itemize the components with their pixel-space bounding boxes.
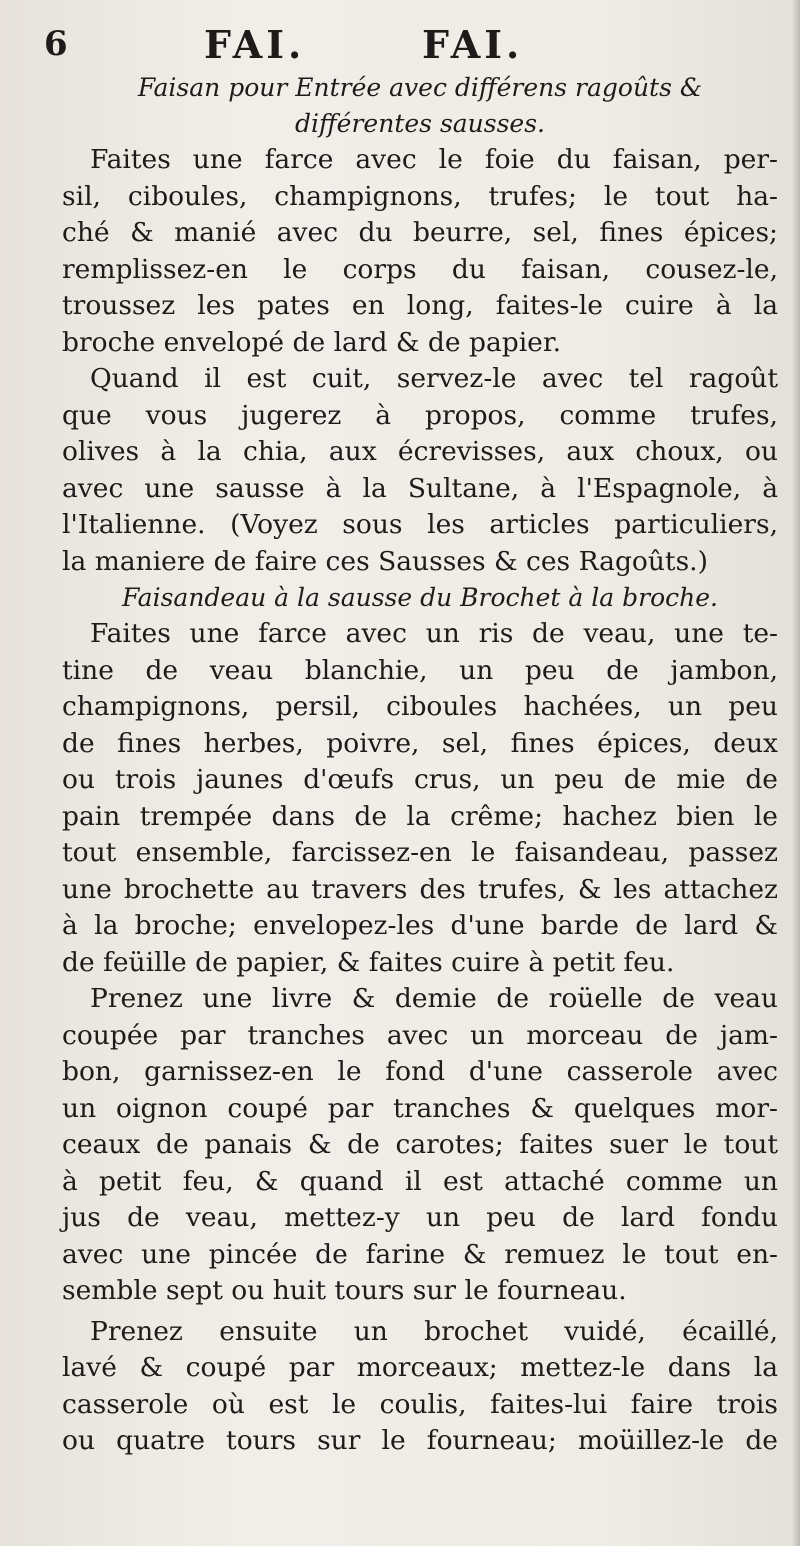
text-line: olives à la chia, aux écrevisses, aux choux, ou: [62, 436, 778, 467]
text-line: ou quatre tours sur le fourneau; moüillez-le de: [62, 1425, 778, 1456]
text-line: semble sept ou huit tours sur le fourneau.: [62, 1275, 627, 1306]
text-line: remplissez-en le corps du faisan, cousez-le,: [62, 253, 778, 285]
text-line: casserole où est le coulis, faites-lui faire trois: [62, 1388, 778, 1420]
text-line: de feüille de papier, & faites cuire à petit feu.: [62, 946, 675, 978]
paragraph: [62, 981, 778, 1310]
text-line: tine de veau blanchie, un peu de jambon,: [62, 654, 778, 686]
text-line: un oignon coupé par tranches & quelques mor-: [62, 1092, 778, 1124]
text-line: avec une sausse à la Sultane, à l'Espagnole, à: [62, 472, 778, 504]
running-head-left: FAI.: [204, 22, 306, 67]
running-header: [44, 18, 778, 70]
text-line: une brochette au travers des trufes, & les attachez: [62, 873, 778, 905]
text-line: ou trois jaunes d'œufs crus, un peu de mie de: [62, 764, 778, 795]
text-line: de fines herbes, poivre, sel, fines épices, deux: [62, 727, 778, 759]
text-line: troussez les pates en long, faites-le cuire à la: [62, 290, 778, 321]
recipe-heading-line: Faisandeau à la sausse du Brochet à la broche.: [122, 583, 718, 612]
paragraph: [62, 142, 778, 361]
text-line: tout ensemble, farcissez-en le faisandeau, passez: [62, 837, 778, 868]
text-line: Faites une farce avec le foie du faisan, per-: [90, 144, 778, 175]
page-edge-shadow: [792, 0, 800, 1546]
paragraph: [62, 616, 778, 981]
text-line: la maniere de faire ces Sausses & ces Ragoûts.): [62, 545, 708, 577]
text-line: bon, garnissez-en le fond d'une casserole avec: [62, 1056, 778, 1087]
page-number: 6: [44, 24, 72, 64]
text-line: ché & manié avec du beurre, sel, fines épices;: [62, 217, 778, 248]
recipe-heading-line: Faisan pour Entrée avec différens ragoûts &: [137, 73, 703, 102]
text-line: Faites une farce avec un ris de veau, une te-: [90, 618, 778, 649]
text-line: à petit feu, & quand il est attaché comme un: [62, 1165, 778, 1197]
text-line: pain trempée dans de la crême; hachez bien le: [62, 800, 778, 832]
recipe-section: [62, 70, 778, 580]
paragraph: [62, 361, 778, 580]
text-line: Quand il est cuit, servez-le avec tel ragoût: [90, 363, 778, 394]
text-line: lavé & coupé par morceaux; mettez-le dans la: [62, 1352, 778, 1383]
paragraph: [62, 1314, 778, 1460]
text-line: Prenez ensuite un brochet vuidé, écaillé,: [90, 1315, 778, 1347]
text-line: jus de veau, mettez-y un peu de lard fondu: [62, 1202, 778, 1233]
text-line: champignons, persil, ciboules hachées, un peu: [62, 691, 778, 722]
running-head-right: FAI.: [422, 22, 524, 67]
text-line: que vous jugerez à propos, comme trufes,: [62, 399, 778, 431]
text-line: à la broche; envelopez-les d'une barde de lard &: [62, 910, 778, 941]
text-line: ceaux de panais & de carotes; faites suer le tout: [62, 1129, 778, 1160]
recipe-section: [62, 580, 778, 1460]
text-line: sil, ciboules, champignons, trufes; le tout ha-: [62, 180, 778, 212]
recipe-heading-line: différentes sausses.: [294, 109, 546, 138]
text-line: coupée par tranches avec un morceau de jam-: [62, 1019, 778, 1051]
text-line: avec une pincée de farine & remuez le tout en-: [62, 1238, 778, 1270]
text-line: l'Italienne. (Voyez sous les articles particuliers,: [62, 509, 778, 540]
text-line: broche envelopé de lard & de papier.: [62, 326, 562, 358]
text-line: Prenez une livre & demie de roüelle de veau: [90, 983, 778, 1014]
